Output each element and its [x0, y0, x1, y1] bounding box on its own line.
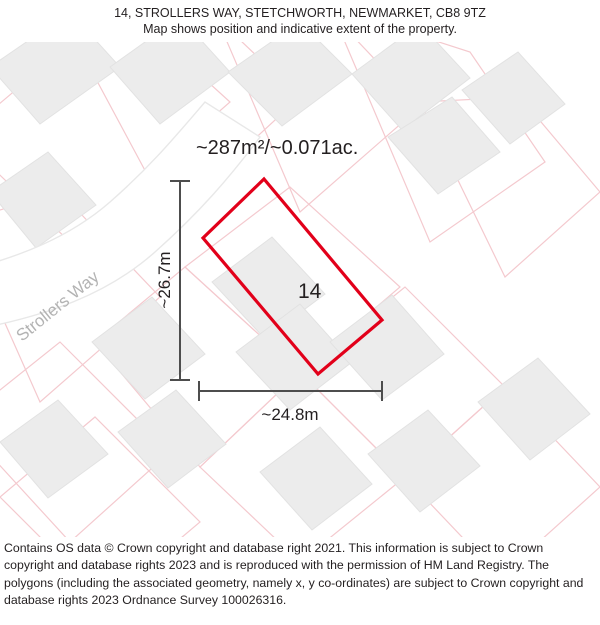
- street-label: Strollers Way: [12, 267, 103, 346]
- page-title: 14, STROLLERS WAY, STETCHWORTH, NEWMARKET, CB8 9TZ: [114, 6, 486, 20]
- plot-number: 14: [298, 280, 322, 303]
- map-canvas[interactable]: [0, 42, 600, 537]
- page-header: [0, 0, 600, 42]
- vertical-dimension-label: ~26.7m: [155, 251, 174, 309]
- horizontal-dimension-label: ~24.8m: [261, 405, 319, 424]
- page-subtitle: Map shows position and indicative extent of the property.: [143, 22, 457, 36]
- copyright-text: Contains OS data © Crown copyright and database right 2021. This information is subject to Crown copyright and database rights 2023 and is reproduced with the permission of HM Land Registry. The polygons (including the associated geometry, namely x, y co-ordinates) are subject to Crown copyright and database rights 2023 Ordnance Survey 100026316.: [4, 541, 584, 608]
- copyright-footer: [0, 537, 600, 625]
- area-label: ~287m²/~0.071ac.: [196, 137, 359, 159]
